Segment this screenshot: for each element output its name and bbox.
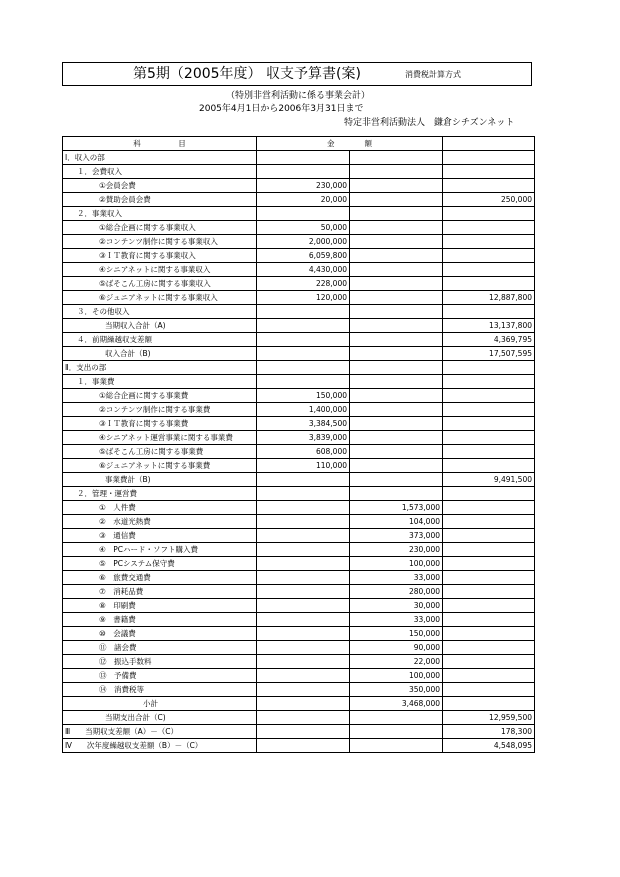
row-amount-total	[443, 151, 535, 165]
row-amount-total	[443, 207, 535, 221]
row-amount-1	[257, 319, 350, 333]
budget-table	[62, 136, 535, 753]
row-amount-total	[443, 683, 535, 697]
row-amount-1: 3,384,500	[257, 417, 350, 431]
row-amount-total	[443, 515, 535, 529]
table-row	[63, 291, 535, 305]
row-amount-2	[350, 277, 443, 291]
row-amount-1	[257, 669, 350, 683]
table-row	[63, 319, 535, 333]
table-row	[63, 627, 535, 641]
row-amount-2	[350, 361, 443, 375]
tax-method-note: 消費税計算方式	[405, 70, 461, 79]
row-amount-2: 350,000	[350, 683, 443, 697]
table-row	[63, 711, 535, 725]
row-amount-2: 30,000	[350, 599, 443, 613]
row-amount-2: 33,000	[350, 571, 443, 585]
table-row	[63, 459, 535, 473]
row-amount-2	[350, 725, 443, 739]
row-amount-1: 6,059,800	[257, 249, 350, 263]
row-amount-1: 4,430,000	[257, 263, 350, 277]
row-amount-total	[443, 571, 535, 585]
row-label: ３．その他収入	[63, 305, 257, 319]
row-amount-1	[257, 585, 350, 599]
header-empty	[443, 137, 535, 151]
row-amount-total	[443, 179, 535, 193]
document-title: 第5期（2005年度） 収支予算書(案)	[133, 66, 361, 82]
table-row	[63, 277, 535, 291]
row-amount-1	[257, 487, 350, 501]
row-amount-2	[350, 431, 443, 445]
row-amount-2	[350, 319, 443, 333]
row-amount-2	[350, 179, 443, 193]
row-label: ②コンテンツ制作に関する事業収入	[63, 235, 257, 249]
row-amount-total	[443, 249, 535, 263]
row-label: ③ＩＴ教育に関する事業収入	[63, 249, 257, 263]
header-amount: 金 額	[257, 137, 443, 151]
title-box	[62, 62, 532, 86]
row-amount-2: 90,000	[350, 641, 443, 655]
table-row	[63, 613, 535, 627]
row-amount-1	[257, 151, 350, 165]
row-label: ⑥ジュニアネットに関する事業費	[63, 459, 257, 473]
table-row	[63, 235, 535, 249]
row-label: ①総合企画に関する事業費	[63, 389, 257, 403]
row-amount-2: 150,000	[350, 627, 443, 641]
table-row	[63, 669, 535, 683]
row-amount-1	[257, 697, 350, 711]
row-amount-1: 150,000	[257, 389, 350, 403]
row-label: ④シニアネット運営事業に関する事業費	[63, 431, 257, 445]
row-label: ②コンテンツ制作に関する事業費	[63, 403, 257, 417]
row-amount-total: 13,137,800	[443, 319, 535, 333]
row-amount-1	[257, 501, 350, 515]
row-amount-1	[257, 305, 350, 319]
row-amount-2: 104,000	[350, 515, 443, 529]
row-amount-total: 178,300	[443, 725, 535, 739]
row-label: ⑤ PCシステム保守費	[63, 557, 257, 571]
row-label: Ⅳ 次年度繰越収支差額（B）－（C）	[63, 739, 257, 753]
row-amount-total	[443, 697, 535, 711]
row-amount-1	[257, 557, 350, 571]
row-label: ①会員会費	[63, 179, 257, 193]
row-amount-1	[257, 529, 350, 543]
row-amount-1	[257, 207, 350, 221]
row-amount-total	[443, 277, 535, 291]
row-amount-1: 20,000	[257, 193, 350, 207]
row-amount-2: 100,000	[350, 557, 443, 571]
row-amount-1	[257, 333, 350, 347]
table-row	[63, 445, 535, 459]
row-amount-2: 1,573,000	[350, 501, 443, 515]
row-amount-1	[257, 627, 350, 641]
row-amount-2	[350, 375, 443, 389]
row-label: ⑨ 書籍費	[63, 613, 257, 627]
row-amount-1	[257, 599, 350, 613]
row-label: ① 人件費	[63, 501, 257, 515]
header-subject: 科 目	[63, 137, 257, 151]
row-amount-total	[443, 361, 535, 375]
row-amount-1: 120,000	[257, 291, 350, 305]
table-row	[63, 543, 535, 557]
table-row	[63, 697, 535, 711]
period-text: 2005年4月1日から2006年3月31日まで	[199, 104, 364, 114]
row-label: Ⅲ 当期収支差額（A）－（C）	[63, 725, 257, 739]
row-amount-2	[350, 403, 443, 417]
row-amount-total	[443, 235, 535, 249]
row-amount-total: 12,959,500	[443, 711, 535, 725]
row-amount-2: 373,000	[350, 529, 443, 543]
row-amount-1: 1,400,000	[257, 403, 350, 417]
row-amount-2	[350, 221, 443, 235]
row-amount-total	[443, 459, 535, 473]
row-amount-total	[443, 655, 535, 669]
organization-name: 特定非営利活動法人 鎌倉シチズンネット	[344, 118, 515, 128]
row-label: ② 水道光熱費	[63, 515, 257, 529]
row-amount-2: 230,000	[350, 543, 443, 557]
row-label: ⑬ 予備費	[63, 669, 257, 683]
table-row	[63, 179, 535, 193]
row-amount-2	[350, 711, 443, 725]
row-amount-2: 100,000	[350, 669, 443, 683]
row-amount-total	[443, 487, 535, 501]
row-label: ⑫ 振込手数料	[63, 655, 257, 669]
table-row	[63, 361, 535, 375]
table-row	[63, 641, 535, 655]
table-row	[63, 683, 535, 697]
row-amount-1	[257, 683, 350, 697]
row-amount-total	[443, 445, 535, 459]
row-amount-2	[350, 291, 443, 305]
row-amount-total	[443, 613, 535, 627]
row-amount-total: 250,000	[443, 193, 535, 207]
row-amount-total	[443, 389, 535, 403]
row-amount-1	[257, 641, 350, 655]
table-row	[63, 725, 535, 739]
row-amount-2	[350, 151, 443, 165]
row-label: ２．管理・運営費	[63, 487, 257, 501]
table-row	[63, 585, 535, 599]
row-amount-2: 280,000	[350, 585, 443, 599]
table-row	[63, 557, 535, 571]
row-amount-total	[443, 557, 535, 571]
row-amount-1	[257, 655, 350, 669]
row-label: ⑩ 会議費	[63, 627, 257, 641]
table-row	[63, 207, 535, 221]
row-label: 当期支出合計（C)	[63, 711, 257, 725]
row-amount-1: 110,000	[257, 459, 350, 473]
table-row	[63, 431, 535, 445]
row-amount-2	[350, 347, 443, 361]
row-amount-total: 9,491,500	[443, 473, 535, 487]
table-row	[63, 165, 535, 179]
row-amount-2	[350, 445, 443, 459]
row-amount-1	[257, 515, 350, 529]
table-row	[63, 739, 535, 753]
row-label: ③ＩＴ教育に関する事業費	[63, 417, 257, 431]
row-label: １．事業費	[63, 375, 257, 389]
row-amount-2	[350, 165, 443, 179]
table-row	[63, 515, 535, 529]
row-label: Ⅰ．収入の部	[63, 151, 257, 165]
row-label: 事業費計（B)	[63, 473, 257, 487]
row-amount-total	[443, 431, 535, 445]
table-row	[63, 333, 535, 347]
budget-table-body	[63, 137, 535, 753]
row-amount-2	[350, 487, 443, 501]
row-amount-1: 50,000	[257, 221, 350, 235]
row-label: ⑥ジュニアネットに関する事業収入	[63, 291, 257, 305]
row-amount-total	[443, 641, 535, 655]
row-amount-2	[350, 249, 443, 263]
table-header-row	[63, 137, 535, 151]
row-amount-2	[350, 739, 443, 753]
row-label: Ⅱ．支出の部	[63, 361, 257, 375]
table-row	[63, 193, 535, 207]
row-label: ⑧ 印刷費	[63, 599, 257, 613]
row-label: ⑤ばそこん工房に関する事業収入	[63, 277, 257, 291]
row-amount-2	[350, 305, 443, 319]
table-row	[63, 599, 535, 613]
row-amount-total	[443, 263, 535, 277]
row-amount-total	[443, 403, 535, 417]
row-amount-total	[443, 543, 535, 557]
row-label: ④シニアネットに関する事業収入	[63, 263, 257, 277]
table-row	[63, 417, 535, 431]
row-label: ２．事業収入	[63, 207, 257, 221]
row-label: ①総合企画に関する事業収入	[63, 221, 257, 235]
row-amount-total: 4,369,795	[443, 333, 535, 347]
row-amount-1	[257, 543, 350, 557]
row-label: ⑦ 消耗品費	[63, 585, 257, 599]
row-amount-1	[257, 473, 350, 487]
row-amount-total: 12,887,800	[443, 291, 535, 305]
row-label: ⑪ 諸会費	[63, 641, 257, 655]
row-amount-total	[443, 529, 535, 543]
row-amount-1	[257, 361, 350, 375]
table-row	[63, 249, 535, 263]
row-label: ⑭ 消費税等	[63, 683, 257, 697]
row-amount-total	[443, 375, 535, 389]
row-label: ⑤ばそこん工房に関する事業費	[63, 445, 257, 459]
row-amount-2	[350, 207, 443, 221]
row-amount-1	[257, 739, 350, 753]
table-row	[63, 151, 535, 165]
row-amount-total	[443, 585, 535, 599]
table-row	[63, 403, 535, 417]
table-row	[63, 501, 535, 515]
table-row	[63, 389, 535, 403]
row-amount-1	[257, 571, 350, 585]
row-amount-total	[443, 221, 535, 235]
row-amount-1: 608,000	[257, 445, 350, 459]
subtitle: （特別非営利活動に係る事業会計）	[226, 91, 371, 101]
row-label: １．会費収入	[63, 165, 257, 179]
table-row	[63, 347, 535, 361]
table-row	[63, 221, 535, 235]
row-amount-2	[350, 459, 443, 473]
row-amount-1	[257, 375, 350, 389]
row-amount-2: 33,000	[350, 613, 443, 627]
row-amount-2	[350, 473, 443, 487]
row-amount-2: 3,468,000	[350, 697, 443, 711]
row-amount-total: 4,548,095	[443, 739, 535, 753]
row-label: ③ 通信費	[63, 529, 257, 543]
row-label: 小計	[63, 697, 257, 711]
row-amount-1	[257, 347, 350, 361]
row-amount-2	[350, 389, 443, 403]
row-label: 収入合計（B)	[63, 347, 257, 361]
row-amount-1	[257, 165, 350, 179]
table-row	[63, 487, 535, 501]
row-amount-1: 230,000	[257, 179, 350, 193]
row-amount-2	[350, 417, 443, 431]
row-label: ４．前期繰越収支差額	[63, 333, 257, 347]
row-amount-total	[443, 599, 535, 613]
row-amount-total	[443, 305, 535, 319]
row-label: ⑥ 旅費交通費	[63, 571, 257, 585]
table-row	[63, 305, 535, 319]
table-row	[63, 375, 535, 389]
row-amount-2	[350, 193, 443, 207]
row-amount-1: 3,839,000	[257, 431, 350, 445]
table-row	[63, 655, 535, 669]
row-amount-2	[350, 235, 443, 249]
row-amount-1	[257, 725, 350, 739]
row-amount-2	[350, 333, 443, 347]
row-amount-1: 228,000	[257, 277, 350, 291]
table-row	[63, 529, 535, 543]
row-amount-1	[257, 711, 350, 725]
row-amount-1: 2,000,000	[257, 235, 350, 249]
row-label: ②賛助会員会費	[63, 193, 257, 207]
table-row	[63, 571, 535, 585]
row-amount-2: 22,000	[350, 655, 443, 669]
row-label: ④ PCハード・ソフト購入費	[63, 543, 257, 557]
table-row	[63, 473, 535, 487]
row-amount-total	[443, 501, 535, 515]
row-amount-total	[443, 669, 535, 683]
row-label: 当期収入合計（A)	[63, 319, 257, 333]
row-amount-total: 17,507,595	[443, 347, 535, 361]
row-amount-1	[257, 613, 350, 627]
row-amount-total	[443, 165, 535, 179]
row-amount-2	[350, 263, 443, 277]
row-amount-total	[443, 627, 535, 641]
table-row	[63, 263, 535, 277]
row-amount-total	[443, 417, 535, 431]
